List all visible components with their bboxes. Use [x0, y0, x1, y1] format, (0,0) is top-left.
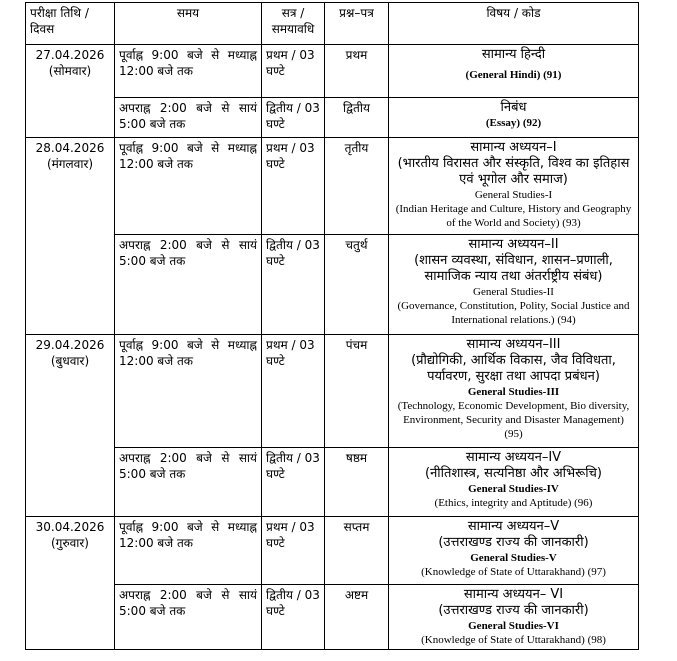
subject-cell — [389, 138, 639, 235]
table-row — [26, 235, 639, 335]
table-row — [26, 585, 639, 650]
subject-cell — [389, 335, 639, 448]
header-subject: विषय / कोड — [389, 3, 639, 45]
exam-weekday: (मंगलवार) — [46, 157, 94, 171]
time-cell: पूर्वाह्न 9:00 बजे से मध्याह्न 12:00 बजे तक — [115, 335, 262, 448]
subject-english-detail: (Knowledge of State of Uttarakhand) (97) — [421, 566, 606, 578]
subject-english: General Studies-I — [474, 189, 553, 201]
subject-english: General Studies-II — [473, 286, 554, 298]
exam-date-cell — [26, 517, 115, 650]
session-cell: द्वितीय / 03 घण्टे — [262, 585, 325, 650]
paper-cell: चतुर्थ — [325, 235, 389, 335]
session-cell: प्रथम / 03 घण्टे — [262, 45, 325, 98]
paper-cell: पंचम — [325, 335, 389, 448]
table-row — [26, 517, 639, 585]
exam-weekday: (सोमवार) — [48, 64, 92, 78]
session-cell: द्वितीय / 03 घण्टे — [262, 98, 325, 138]
subject-english-detail: (Knowledge of State of Uttarakhand) (98) — [421, 634, 606, 646]
exam-timetable — [25, 2, 639, 650]
subject-english-detail: (Ethics, integrity and Aptitude) (96) — [434, 497, 593, 509]
subject-english: General Studies-V — [470, 552, 557, 564]
paper-cell: सप्तम — [325, 517, 389, 585]
subject-hindi: सामान्य अध्ययन–II — [468, 237, 559, 252]
time-cell: अपराह्न 2:00 बजे से सायं 5:00 बजे तक — [115, 98, 262, 138]
time-cell: अपराह्न 2:00 बजे से सायं 5:00 बजे तक — [115, 235, 262, 335]
header-time: समय — [115, 3, 262, 45]
time-cell: पूर्वाह्न 9:00 बजे से मध्याह्न 12:00 बजे तक — [115, 138, 262, 235]
exam-date-cell — [26, 45, 115, 138]
paper-cell: अष्टम — [325, 585, 389, 650]
session-cell: द्वितीय / 03 घण्टे — [262, 448, 325, 517]
header-date: परीक्षा तिथि / दिवस — [26, 3, 115, 45]
exam-date: 27.04.2026 — [35, 48, 105, 62]
subject-cell — [389, 235, 639, 335]
time-cell: अपराह्न 2:00 बजे से सायं 5:00 बजे तक — [115, 585, 262, 650]
subject-cell — [389, 517, 639, 585]
subject-hindi-detail: (नीतिशास्त्र, सत्यनिष्ठा और अभिरूचि) — [425, 466, 602, 481]
paper-cell: प्रथम — [325, 45, 389, 98]
subject-hindi-detail: (उत्तराखण्ड राज्य की जानकारी) — [438, 603, 589, 618]
exam-date-cell — [26, 335, 115, 517]
table-row — [26, 45, 639, 98]
time-cell: पूर्वाह्न 9:00 बजे से मध्याह्न 12:00 बजे तक — [115, 45, 262, 98]
exam-date: 30.04.2026 — [35, 520, 105, 534]
session-cell: प्रथम / 03 घण्टे — [262, 335, 325, 448]
subject-english-detail: (Governance, Constitution, Polity, Social Justice and International relations.) (94) — [397, 300, 630, 326]
exam-weekday: (गुरुवार) — [51, 536, 89, 550]
exam-weekday: (बुधवार) — [50, 354, 90, 368]
exam-date: 28.04.2026 — [35, 141, 105, 155]
subject-hindi-detail: (उत्तराखण्ड राज्य की जानकारी) — [438, 535, 589, 550]
subject-hindi-detail: (प्रौद्योगिकी, आर्थिक विकास, जैव विविधता, पर्यावरण, सुरक्षा तथा आपदा प्रबंधन) — [411, 353, 616, 384]
subject-english: General Studies-III — [467, 386, 560, 398]
timetable-body — [26, 45, 639, 650]
subject-english: General Studies-IV — [468, 483, 559, 495]
session-cell: द्वितीय / 03 घण्टे — [262, 235, 325, 335]
subject-hindi: सामान्य अध्ययन–I — [470, 140, 557, 155]
subject-english: General Studies-VI — [468, 620, 559, 632]
subject-cell — [389, 98, 639, 138]
subject-hindi: सामान्य हिन्दी — [481, 47, 546, 62]
paper-cell: द्वितीय — [325, 98, 389, 138]
table-row — [26, 335, 639, 448]
time-cell: अपराह्न 2:00 बजे से सायं 5:00 बजे तक — [115, 448, 262, 517]
subject-hindi: सामान्य अध्ययन–IV — [465, 450, 562, 465]
subject-hindi: सामान्य अध्ययन–III — [466, 337, 561, 352]
subject-hindi-detail: (शासन व्यवस्था, संविधान, शासन–प्रणाली, सामाजिक न्याय तथा अंतर्राष्ट्रीय संबंध) — [414, 253, 613, 284]
header-paper: प्रश्न–पत्र — [325, 3, 389, 45]
paper-cell: तृतीय — [325, 138, 389, 235]
exam-schedule — [25, 2, 639, 650]
subject-hindi: सामान्य अध्ययन– VI — [463, 587, 564, 602]
subject-cell — [389, 45, 639, 98]
subject-hindi: निबंध — [500, 100, 527, 115]
session-cell: प्रथम / 03 घण्टे — [262, 138, 325, 235]
subject-english: (Essay) (92) — [485, 117, 542, 129]
subject-hindi-detail: (भारतीय विरासत और संस्कृति, विश्व का इतिहास एवं भूगोल और समाज) — [397, 156, 630, 187]
subject-english: (General Hindi) (91) — [465, 69, 562, 81]
subject-cell — [389, 585, 639, 650]
subject-english-detail: (Technology, Economic Development, Bio diversity, Environment, Security and Disaster Management) (95) — [397, 400, 630, 440]
table-row — [26, 98, 639, 138]
subject-english-detail: (Indian Heritage and Culture, History and Geography of the World and Society) (93) — [395, 203, 632, 229]
table-row — [26, 448, 639, 517]
exam-date-cell — [26, 138, 115, 335]
session-cell: प्रथम / 03 घण्टे — [262, 517, 325, 585]
time-cell: पूर्वाह्न 9:00 बजे से मध्याह्न 12:00 बजे तक — [115, 517, 262, 585]
subject-hindi: सामान्य अध्ययन–V — [467, 519, 560, 534]
table-row — [26, 138, 639, 235]
exam-date: 29.04.2026 — [35, 338, 105, 352]
header-session: सत्र / समयावधि — [262, 3, 325, 45]
header-row — [26, 3, 639, 45]
subject-cell — [389, 448, 639, 517]
paper-cell: षष्ठम — [325, 448, 389, 517]
